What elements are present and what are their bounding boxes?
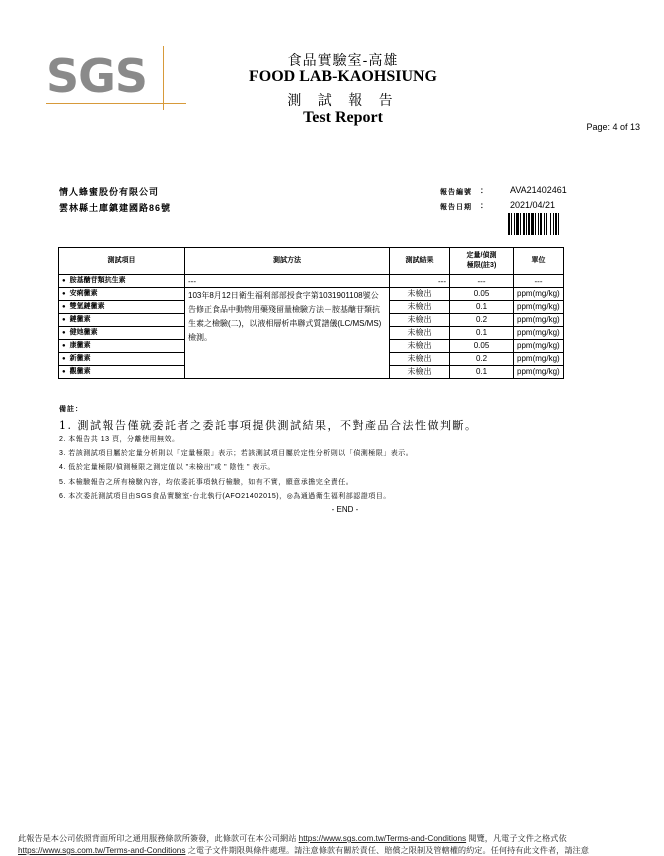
cell-item: ● 觀黴素 xyxy=(59,366,185,379)
cell-unit: ppm(mg/kg) xyxy=(514,353,564,366)
lab-name-cn: 食品實驗室-高雄 xyxy=(287,53,399,69)
cell-unit: ppm(mg/kg) xyxy=(514,340,564,353)
report-number-colon: ： xyxy=(480,186,488,195)
cell-unit: ppm(mg/kg) xyxy=(514,301,564,314)
report-date: 2021/04/21 xyxy=(510,200,556,210)
end-marker: - END - xyxy=(331,505,359,514)
report-date-colon: ： xyxy=(480,201,488,210)
cell-limit: 0.2 xyxy=(450,314,514,327)
bullet-icon: ● xyxy=(62,330,66,336)
logo-rule-vertical xyxy=(163,46,164,110)
cell-result: 未檢出 xyxy=(390,288,450,301)
report-number: AVA21402461 xyxy=(510,185,567,195)
cell-item: ● 胺基醣苷類抗生素 xyxy=(59,275,185,288)
logo-rule-horizontal xyxy=(46,103,186,104)
bullet-icon: ● xyxy=(62,356,66,362)
cell-result: 未檢出 xyxy=(390,353,450,366)
terms-link[interactable]: https://www.sgs.com.tw/Terms-and-Conditions xyxy=(18,846,186,855)
header-unit: 單位 xyxy=(514,248,564,275)
bullet-icon: ● xyxy=(62,369,66,375)
terms-link[interactable]: https://www.sgs.com.tw/Terms-and-Conditions xyxy=(298,834,467,843)
report-number-label: 報告編號 xyxy=(440,189,472,196)
cell-limit: 0.05 xyxy=(450,340,514,353)
results-table xyxy=(58,247,564,379)
cell-item: ● 鏈黴素 xyxy=(59,314,185,327)
footer-line-2: https://www.sgs.com.tw/Terms-and-Conditions 之電子文件期限與條件處理。請注意條款有關於責任、賠償之限制及管轄權的約定。任何持有此文件者，請注意 xyxy=(18,846,589,855)
lab-name-en: FOOD LAB-KAOHSIUNG xyxy=(248,68,437,85)
note-1: 1. 測試報告僅就委託者之委託事項提供測試結果，不對產品合法性做判斷。 xyxy=(59,419,478,432)
cell-unit: --- xyxy=(514,275,564,288)
header-limit xyxy=(450,248,514,275)
header-result: 測試結果 xyxy=(390,248,450,275)
cell-unit: ppm(mg/kg) xyxy=(514,314,564,327)
header-item: 測試項目 xyxy=(59,248,185,275)
cell-limit: 0.05 xyxy=(450,288,514,301)
cell-limit: 0.1 xyxy=(450,301,514,314)
cell-result: 未檢出 xyxy=(390,301,450,314)
report-title-en: Test Report xyxy=(303,109,383,126)
cell-item: ● 雙氫鏈黴素 xyxy=(59,301,185,314)
table-row xyxy=(59,275,564,288)
cell-limit: 0.1 xyxy=(450,327,514,340)
footer-line-1: 此報告是本公司依照背面所印之通用服務條款所簽發，此條款可在本公司網站 https://www.sgs.com.tw/Terms-and-Conditions 閱覽，凡電子文件之格式依 xyxy=(18,834,567,843)
bullet-icon: ● xyxy=(62,304,66,310)
cell-item: ● 安痢黴素 xyxy=(59,288,185,301)
note-4: 4. 低於定量極限/偵測極限之測定值以 "未檢出"或 " 陰性 " 表示。 xyxy=(59,464,275,471)
report-date-label: 報告日期 xyxy=(440,204,472,211)
header-method: 測試方法 xyxy=(185,248,390,275)
notes-title: 備註： xyxy=(59,406,83,413)
table-row xyxy=(59,288,564,301)
barcode xyxy=(508,213,584,235)
table-header-row xyxy=(59,248,564,275)
cell-method-shared: 103年8月12日衛生福利部部授食字第1031901108號公告修正食品中動物用藥殘留量檢驗方法－胺基醣苷類抗生素之檢驗(二)，以液相層析串聯式質譜儀(LC/MS/MS)檢測。 xyxy=(185,288,390,379)
note-6: 6. 本次委託測試項目由SGS食品實驗室-台北執行(AFO21402015)，◎為通過衛生福利部認證項目。 xyxy=(59,493,391,500)
header-limit-line1: 定量/偵測 xyxy=(466,252,497,259)
cell-unit: ppm(mg/kg) xyxy=(514,288,564,301)
note-5: 5. 本檢驗報告之所有檢驗內容，均依委託事項執行檢驗，如有不實，願意承擔完全責任。 xyxy=(59,479,354,486)
report-title-cn: 測 試 報 告 xyxy=(287,93,399,109)
cell-item: ● 健她黴素 xyxy=(59,327,185,340)
logo-text: SGS xyxy=(46,49,148,103)
bullet-icon: ● xyxy=(62,317,66,323)
header-limit-line2: 極限(註3) xyxy=(466,262,497,269)
cell-result: 未檢出 xyxy=(390,366,450,379)
cell-result: 未檢出 xyxy=(390,327,450,340)
cell-result: 未檢出 xyxy=(390,340,450,353)
client-address: 雲林縣土庫鎮建國路86號 xyxy=(59,203,172,213)
cell-unit: ppm(mg/kg) xyxy=(514,327,564,340)
cell-limit: 0.2 xyxy=(450,353,514,366)
cell-item: ● 康黴素 xyxy=(59,340,185,353)
cell-result: --- xyxy=(390,275,450,288)
cell-item: ● 新黴素 xyxy=(59,353,185,366)
cell-limit: --- xyxy=(450,275,514,288)
sgs-logo xyxy=(46,46,156,110)
bullet-icon: ● xyxy=(62,278,66,284)
page-number: Page: 4 of 13 xyxy=(586,122,640,132)
cell-limit: 0.1 xyxy=(450,366,514,379)
client-name: 情人蜂蜜股份有限公司 xyxy=(59,187,160,197)
bullet-icon: ● xyxy=(62,291,66,297)
cell-unit: ppm(mg/kg) xyxy=(514,366,564,379)
note-2: 2. 本報告共 13 頁，分離使用無效。 xyxy=(59,436,180,443)
note-3: 3. 若該測試項目屬於定量分析則以「定量極限」表示；若該測試項目屬於定性分析則以「偵測極限」表示。 xyxy=(59,450,414,457)
cell-method: --- xyxy=(185,275,390,288)
cell-result: 未檢出 xyxy=(390,314,450,327)
bullet-icon: ● xyxy=(62,343,66,349)
